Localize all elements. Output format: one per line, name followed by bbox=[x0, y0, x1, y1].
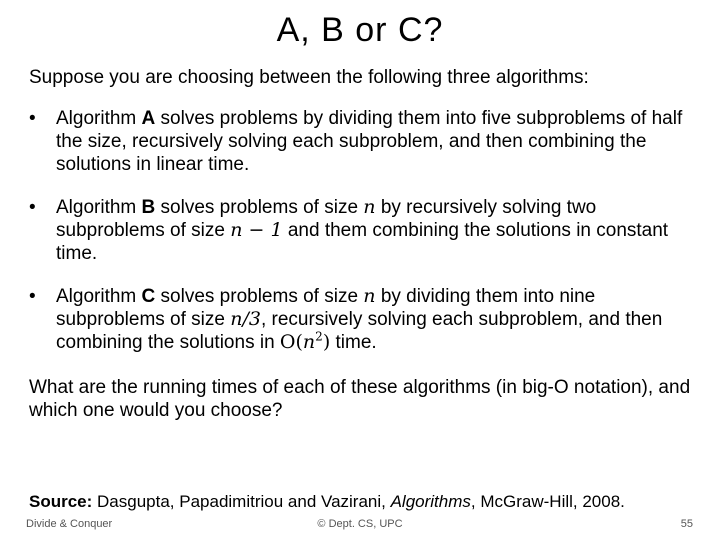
slide-content bbox=[29, 66, 704, 422]
algorithm-b-item bbox=[29, 196, 704, 265]
item-prefix: Algorithm bbox=[56, 108, 142, 129]
footer-page-number: 55 bbox=[680, 518, 693, 530]
algorithm-name: B bbox=[141, 197, 156, 218]
math-o-close: ) bbox=[322, 331, 331, 353]
algorithm-c-item bbox=[29, 285, 704, 354]
footer-copyright: © Dept. CS, UPC bbox=[317, 518, 403, 530]
item-text: solves problems of size bbox=[155, 197, 364, 218]
math-o-open: O( bbox=[279, 331, 303, 353]
footer-course-name: Divide & Conquer bbox=[26, 518, 113, 530]
math-n: n bbox=[363, 285, 376, 307]
item-text: , recursively solving each subproblem, and then combining the solutions in bbox=[56, 309, 663, 353]
source-label: Source: bbox=[29, 492, 93, 511]
math-n-minus-1: n − 1 bbox=[230, 219, 283, 241]
bullet-icon: • bbox=[29, 197, 36, 218]
item-text: solves problems of size bbox=[155, 286, 364, 307]
bullet-icon: • bbox=[29, 286, 36, 307]
source-text: , McGraw-Hill, 2008. bbox=[470, 492, 625, 511]
algorithm-name: A bbox=[141, 108, 156, 129]
item-prefix: Algorithm bbox=[56, 197, 142, 218]
question-text: What are the running times of each of these algorithms (in big-O notation), and which one would you choose? bbox=[29, 377, 691, 421]
math-n: n bbox=[363, 196, 376, 218]
bullet-icon: • bbox=[29, 108, 36, 129]
math-big-o bbox=[279, 329, 331, 353]
math-n: n bbox=[302, 331, 316, 353]
math-n-over-3: n/3 bbox=[230, 308, 261, 330]
algorithm-list bbox=[29, 107, 704, 354]
slide-title: A, B or C? bbox=[276, 11, 444, 49]
item-prefix: Algorithm bbox=[56, 286, 142, 307]
algorithm-name: C bbox=[141, 286, 156, 307]
source-text: Dasgupta, Papadimitriou and Vazirani, bbox=[92, 492, 391, 511]
intro-text: Suppose you are choosing between the following three algorithms: bbox=[29, 67, 589, 88]
item-text: time. bbox=[330, 332, 377, 353]
item-text: by recursively solving two subproblems of size bbox=[56, 197, 597, 241]
source-citation bbox=[29, 491, 709, 513]
source-book-title: Algorithms bbox=[390, 492, 471, 511]
algorithm-a-item bbox=[29, 107, 704, 176]
math-exponent: 2 bbox=[315, 329, 323, 344]
item-text: solves problems by dividing them into five subproblems of half the size, recursively solving each subproblem, and then combining the solutions in linear time. bbox=[56, 108, 683, 175]
item-text: and them combining the solutions in constant time. bbox=[56, 220, 669, 264]
item-text: by dividing them into nine subproblems of size bbox=[56, 286, 596, 330]
